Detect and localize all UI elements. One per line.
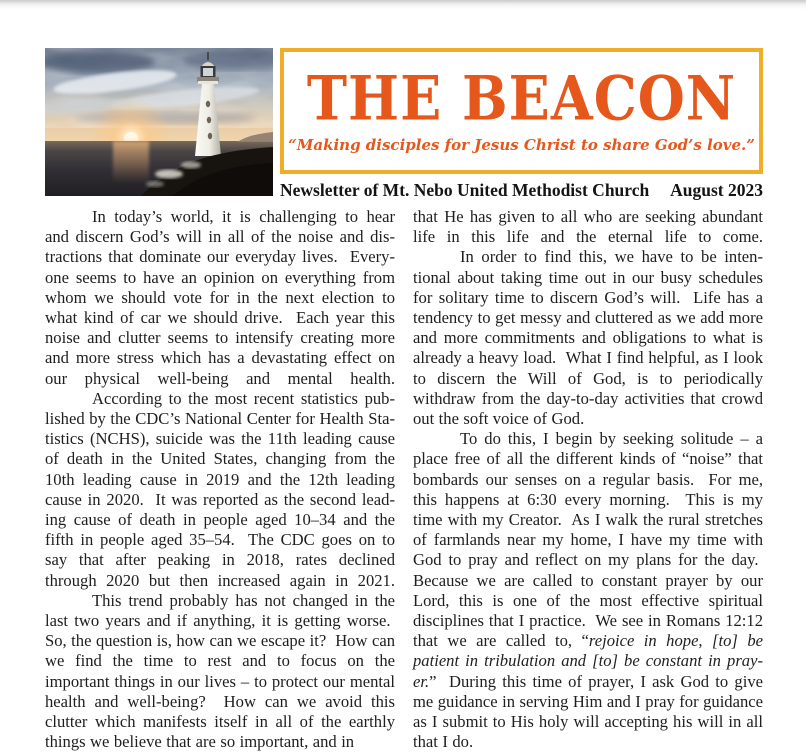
paragraph-text: In today’s world, it is challenging to hear and discern God’s will in all of the noise and distractions that dominate our everyday lives. Everyone seems to have an opinion on everything from whom we should vote for in the next election to what kind of car we should drive. Each year this noise and clutter seems to intensify creating more and more stress which has a devastating effect on our physical well-being and mental health. xyxy=(45,207,395,388)
article-paragraph xyxy=(45,591,395,752)
newsletter-title: THE BEACON xyxy=(306,61,737,134)
article-column-left xyxy=(45,207,395,752)
paragraph-text: ” During this time of prayer, I ask God to give me guidance in serving Him and I pray for guidance as I submit to His holy will accepting his will in all that I do. xyxy=(413,671,763,752)
masthead-subtitle-row xyxy=(280,180,763,201)
lighthouse-photo xyxy=(45,48,273,196)
paragraph-text: To do this, I begin by seeking solitude – a place free of all the different kinds of “noise” that bombards our senses on a regular basis. For me, this happens at 6:30 every morning. This is my time with my Creator. As I walk the rural stretches of farmlands near my home, I have my time with God to pray and reflect on my plans for the day. Because we are called to constant prayer by our Lord, this is one of the most effective spiritual disciplines that I practice. We see in Romans 12:12 that we are called to, “ xyxy=(413,429,763,651)
scripture-quote: rejoice in hope, [to] be patient in tribulation and [to] be constant in prayer. xyxy=(413,631,763,691)
newsletter-tagline: “Making disciples for Jesus Christ to share God’s love.” xyxy=(288,135,755,154)
article-paragraph xyxy=(413,429,763,752)
paragraph-text: This trend probably has not changed in the last two years and if anything, it is getting worse. So, the question is, how can we escape it? How can we find the time to rest and to focus on the important things in our lives – to protect our mental health and well-being? How can we avoid this clutter which manifests itself in all of the earthly things we believe that are so important, and in xyxy=(45,590,395,752)
article-paragraph xyxy=(45,389,395,591)
masthead-title-box xyxy=(280,48,763,174)
article-body xyxy=(45,207,763,752)
paragraph-text: According to the most recent statistics published by the CDC’s National Center for Health Statistics (NCHS), suicide was the 11th leading cause of death in the United States, changing from the 10th leading cause in 2019 and the 12th leading cause in 2020. It was reported as the second leading cause of death in people aged 10–34 and the fifth in people aged 35–54. The CDC goes on to say that after peaking in 2018, rates declined through 2020 but then increased again in 2021. xyxy=(45,388,395,590)
page-top-shadow xyxy=(0,0,806,10)
article-column-right xyxy=(413,207,763,752)
article-paragraph xyxy=(413,247,763,429)
issue-date: August 2023 xyxy=(670,180,763,200)
article-paragraph xyxy=(45,207,395,389)
newsletter-subtitle: Newsletter of Mt. Nebo United Methodist Church xyxy=(280,180,650,200)
article-paragraph xyxy=(413,207,763,247)
paragraph-text: that He has given to all who are seeking abundant life in this life and the eternal life to come. xyxy=(413,207,763,247)
lighthouse-photo-art xyxy=(45,48,273,196)
paragraph-text: In order to find this, we have to be intentional about taking time out in our busy schedules for solitary time to discern God’s will. Life has a tendency to get messy and cluttered as we add more and more commitments and obligations to what is already a heavy load. What I find helpful, as I look to discern the Will of God, is to periodically withdraw from the day-to-day activities that crowd out the soft voice of God. xyxy=(413,247,763,429)
